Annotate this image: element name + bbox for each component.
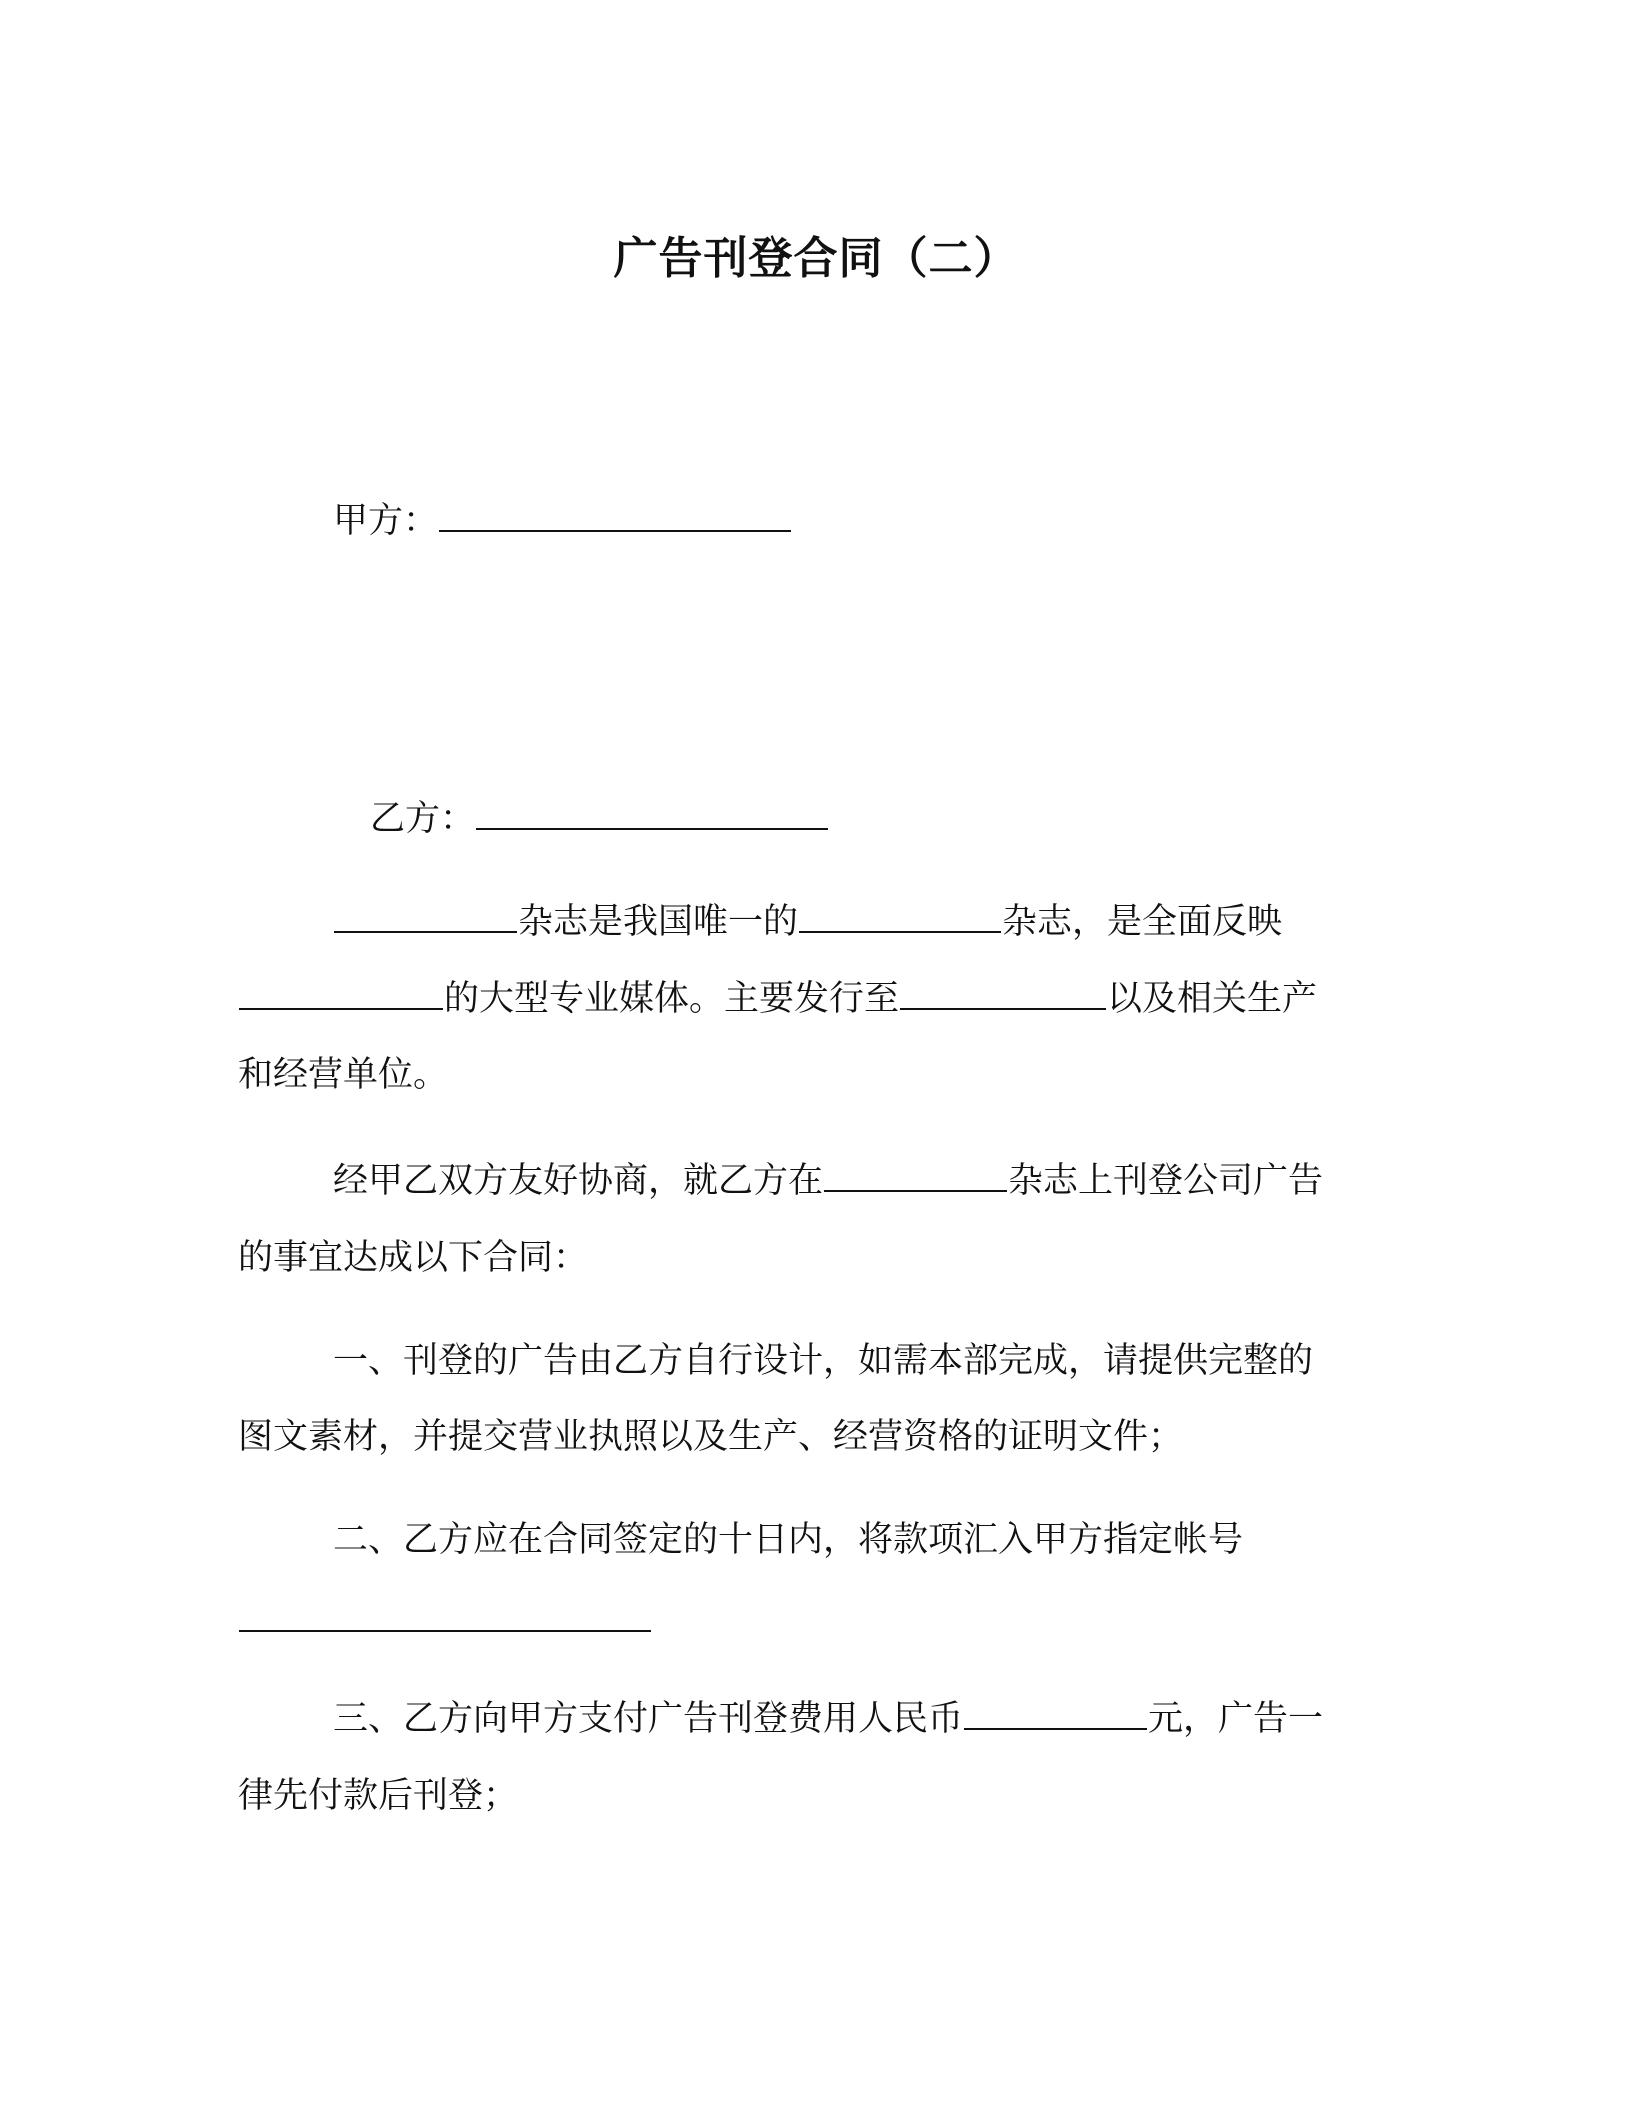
industry-blank[interactable] <box>239 974 443 1010</box>
party-b-label: 乙方： <box>370 799 476 839</box>
clause-3-line-1 <box>333 1694 1323 1744</box>
magazine-type-blank[interactable] <box>799 897 1001 933</box>
intro-text-3: 和经营单位。 <box>238 1055 449 1095</box>
intro-line-2 <box>238 974 1317 1024</box>
party-a-line <box>333 496 792 546</box>
party-a-blank[interactable] <box>439 496 791 532</box>
document-title: 广告刊登合同（二） <box>613 233 1019 284</box>
clause-2-line-1 <box>333 1515 1243 1565</box>
fee-amount-blank[interactable] <box>964 1694 1147 1730</box>
agreement-text-2: 的事宜达成以下合同： <box>238 1238 589 1278</box>
party-b-line <box>370 794 829 844</box>
intro-text-1b: 杂志，是全面反映 <box>1002 902 1283 942</box>
intro-text-1a: 杂志是我国唯一的 <box>518 902 799 942</box>
agreement-text-1a: 经甲乙双方友好协商，就乙方在 <box>333 1161 824 1201</box>
clause-3-line-2 <box>238 1771 518 1821</box>
clause-3-text-2: 律先付款后刊登； <box>238 1776 519 1816</box>
agreement-line-2 <box>238 1233 588 1283</box>
clause-3-text-1a: 三、乙方向甲方支付广告刊登费用人民币 <box>333 1699 964 1739</box>
clause-2-line-2 <box>238 1596 652 1646</box>
agreement-text-1b: 杂志上刊登公司广告 <box>1008 1161 1324 1201</box>
intro-text-2b: 以及相关生产 <box>1107 979 1318 1019</box>
magazine-name-blank[interactable] <box>334 897 517 933</box>
clause-2-text-1: 二、乙方应在合同签定的十日内，将款项汇入甲方指定帐号 <box>333 1520 1244 1560</box>
clause-3-text-1b: 元，广告一 <box>1148 1699 1324 1739</box>
party-a-label: 甲方： <box>333 501 439 541</box>
party-b-blank[interactable] <box>476 794 828 830</box>
intro-line-1 <box>333 897 1282 947</box>
agreement-magazine-blank[interactable] <box>824 1156 1007 1192</box>
intro-text-2a: 的大型专业媒体。主要发行至 <box>444 979 900 1019</box>
account-number-blank[interactable] <box>239 1596 651 1632</box>
distribution-blank[interactable] <box>900 974 1106 1010</box>
clause-1-text-2: 图文素材，并提交营业执照以及生产、经营资格的证明文件； <box>238 1417 1184 1457</box>
clause-1-line-2 <box>238 1412 1183 1462</box>
agreement-line-1 <box>333 1156 1323 1206</box>
intro-line-3 <box>238 1050 448 1100</box>
clause-1-line-1 <box>333 1336 1313 1386</box>
clause-1-text-1: 一、刊登的广告由乙方自行设计，如需本部完成，请提供完整的 <box>333 1341 1314 1381</box>
